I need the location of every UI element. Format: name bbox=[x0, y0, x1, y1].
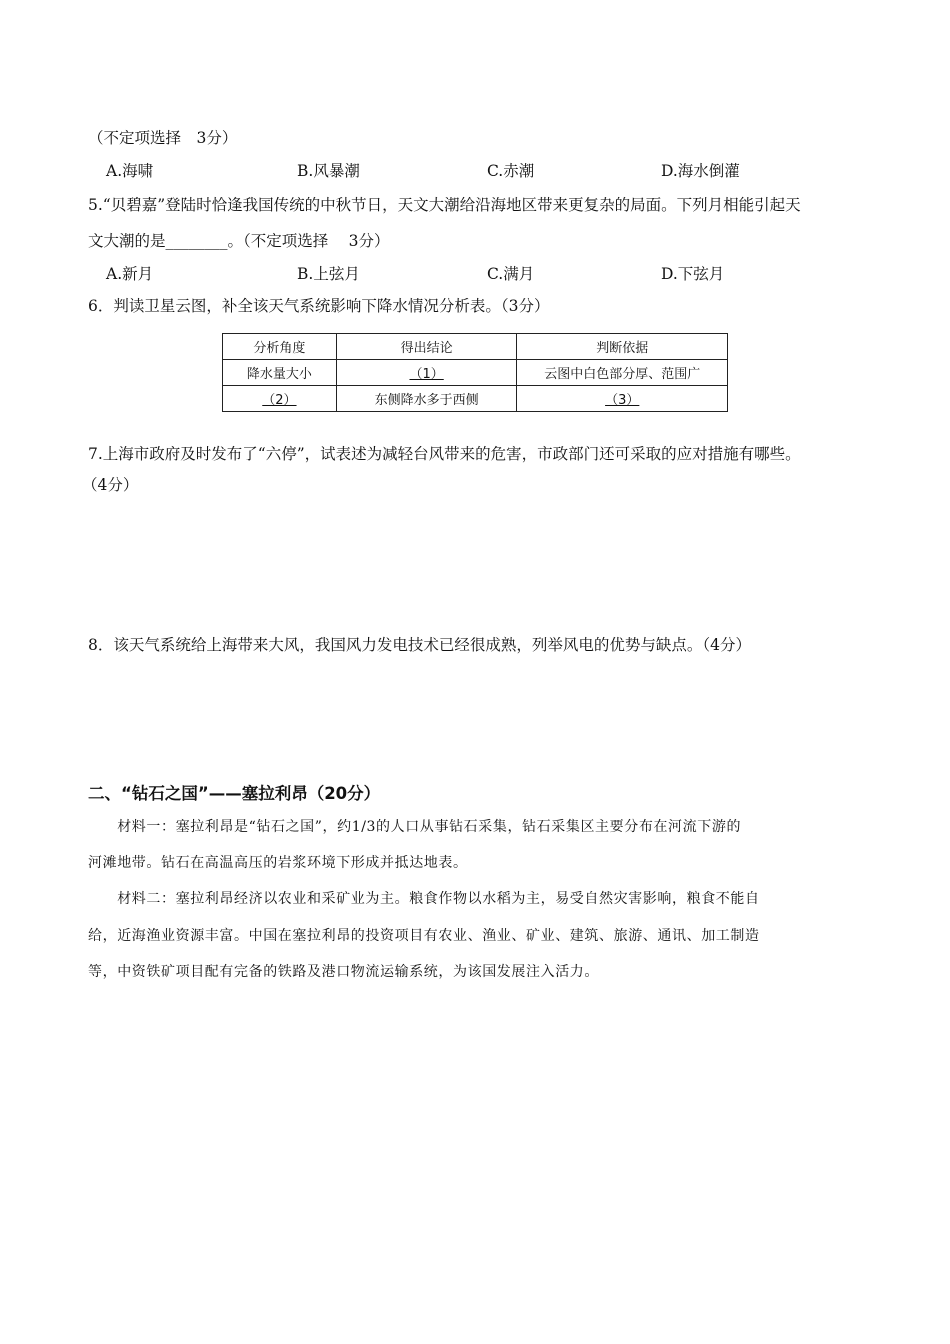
table-cell-blank-3 bbox=[517, 386, 728, 412]
table-cell: 降水量大小 bbox=[223, 360, 337, 386]
table-cell-blank-2 bbox=[223, 386, 337, 412]
material-1-line1: 材料一：塞拉利昂是“钻石之国”，约1/3的人口从事钻石采集，钻石采集区主要分布在河流下游的 bbox=[88, 819, 742, 835]
table-row bbox=[223, 360, 728, 386]
q5-option-d: D.下弦月 bbox=[661, 265, 725, 283]
material-2-line3: 等，中资铁矿项目配有完备的铁路及港口物流运输系统，为该国发展注入活力。 bbox=[88, 964, 599, 980]
q4-option-d: D.海水倒灌 bbox=[661, 162, 740, 180]
q5-option-a: A.新月 bbox=[106, 265, 154, 283]
q7-line2: （4分） bbox=[82, 476, 139, 494]
table-header-row bbox=[223, 334, 728, 360]
blank-3-text: （3） bbox=[605, 393, 640, 408]
q4-option-b: B.风暴潮 bbox=[297, 162, 360, 180]
q5-line1: 5.“贝碧嘉”登陆时恰逢我国传统的中秋节日，天文大潮给沿海地区带来更复杂的局面。下列月相能引起天 bbox=[88, 196, 801, 214]
q4-option-c: C.赤潮 bbox=[487, 162, 535, 180]
material-2-line1: 材料二：塞拉利昂经济以农业和采矿业为主。粮食作物以水稻为主，易受自然灾害影响，粮食不能自 bbox=[88, 891, 760, 907]
material-2-line2: 给，近海渔业资源丰富。中国在塞拉利昂的投资项目有农业、渔业、矿业、建筑、旅游、通讯、加工制造 bbox=[88, 928, 760, 944]
blank-1-text: （1） bbox=[409, 367, 444, 382]
precipitation-analysis-table bbox=[222, 333, 728, 412]
material-1-line2: 河滩地带。钻石在高温高压的岩浆环境下形成并抵达地表。 bbox=[88, 855, 468, 871]
table-cell-blank-1 bbox=[336, 360, 517, 386]
table-header-cell: 分析角度 bbox=[223, 334, 337, 360]
q5-line2: 文大潮的是________。（不定项选择 3分） bbox=[88, 232, 390, 250]
blank-2-text: （2） bbox=[262, 393, 297, 408]
q5-option-c: C.满月 bbox=[487, 265, 535, 283]
table-cell: 云图中白色部分厚、范围广 bbox=[517, 360, 728, 386]
table-row bbox=[223, 386, 728, 412]
q6-text: 6．判读卫星云图，补全该天气系统影响下降水情况分析表。（3分） bbox=[88, 297, 550, 315]
table-cell: 东侧降水多于西侧 bbox=[336, 386, 517, 412]
q7-line1: 7.上海市政府及时发布了“六停”，试表述为减轻台风带来的危害，市政部门还可采取的应对措施有哪些。 bbox=[88, 445, 801, 463]
table-header-cell: 判断依据 bbox=[517, 334, 728, 360]
table-header-cell: 得出结论 bbox=[336, 334, 517, 360]
q4-option-a: A.海啸 bbox=[106, 162, 154, 180]
q4-note: （不定项选择 3分） bbox=[88, 129, 238, 147]
section-2-title: 二、“钻石之国”——塞拉利昂（20分） bbox=[88, 784, 381, 803]
q5-option-b: B.上弦月 bbox=[297, 265, 360, 283]
q8-text: 8．该天气系统给上海带来大风，我国风力发电技术已经很成熟，列举风电的优势与缺点。（4分） bbox=[88, 636, 751, 654]
